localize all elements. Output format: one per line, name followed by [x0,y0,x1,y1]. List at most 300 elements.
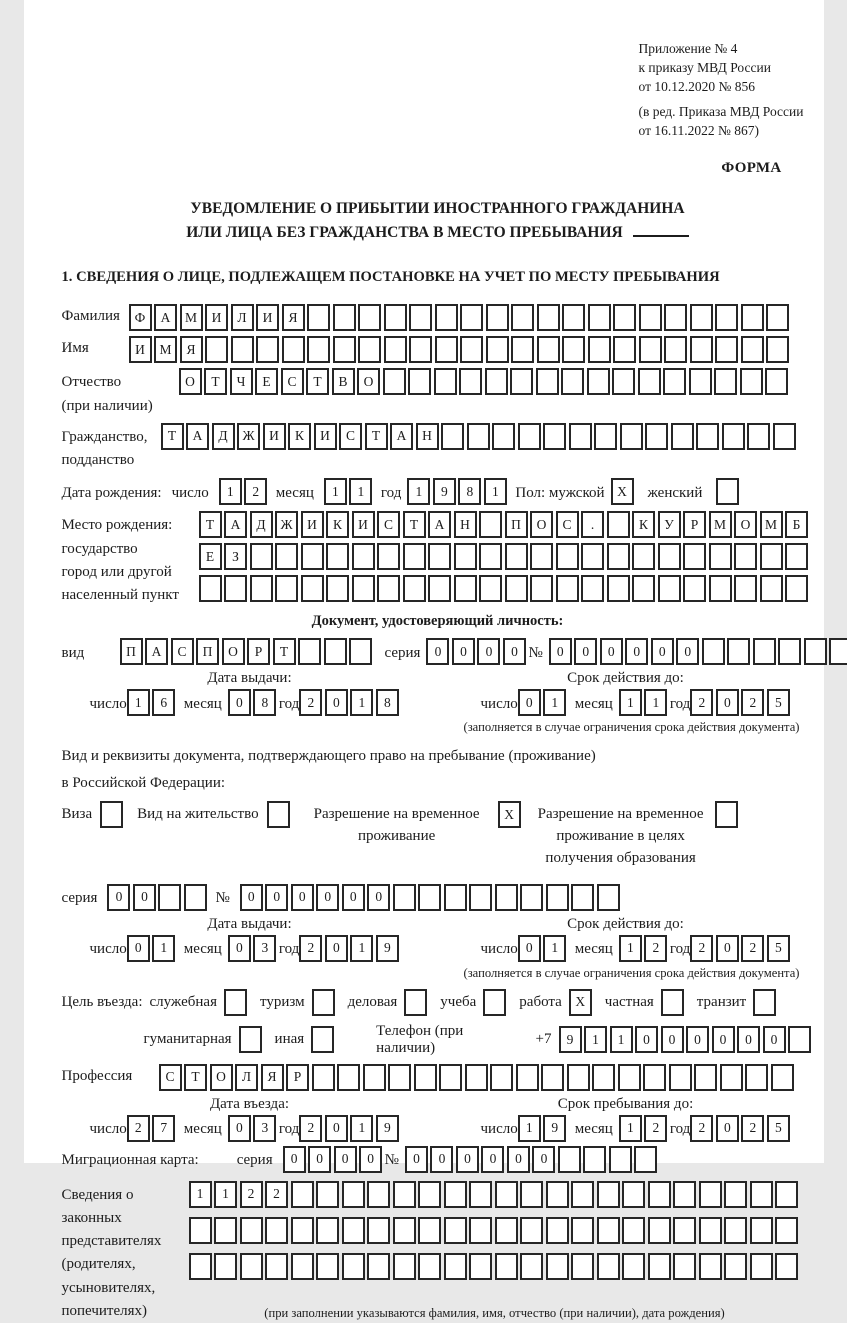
char-cell[interactable] [434,368,457,395]
char-cell[interactable] [367,1181,390,1208]
char-cell[interactable] [324,638,347,665]
char-cell[interactable]: И [263,423,286,450]
char-cell[interactable] [291,1217,314,1244]
char-cell[interactable]: П [505,511,528,538]
char-cell[interactable]: О [222,638,245,665]
char-cell[interactable] [342,1217,365,1244]
char-cell[interactable]: Я [282,304,305,331]
char-cell[interactable] [479,511,502,538]
char-cell[interactable] [418,1217,441,1244]
char-cell[interactable]: 1 [619,689,642,716]
char-cell[interactable]: 0 [507,1146,530,1173]
char-cell[interactable] [428,575,451,602]
char-cell[interactable]: 0 [430,1146,453,1173]
purpose-work-checkbox[interactable]: X [569,989,592,1016]
char-cell[interactable] [632,575,655,602]
char-cell[interactable] [558,1146,581,1173]
char-cell[interactable] [597,1217,620,1244]
char-cell[interactable]: С [281,368,304,395]
char-cell[interactable] [530,575,553,602]
visa-checkbox[interactable] [100,801,123,828]
char-cell[interactable] [189,1217,212,1244]
char-cell[interactable] [469,1217,492,1244]
char-cell[interactable]: 9 [543,1115,566,1142]
char-cell[interactable]: Ч [230,368,253,395]
char-cell[interactable] [224,575,247,602]
char-cell[interactable] [750,1253,773,1280]
char-cell[interactable] [465,1064,488,1091]
char-cell[interactable] [715,304,738,331]
char-cell[interactable] [541,1064,564,1091]
char-cell[interactable] [393,1253,416,1280]
char-cell[interactable] [543,423,566,450]
char-cell[interactable] [643,1064,666,1091]
char-cell[interactable] [441,423,464,450]
char-cell[interactable] [709,543,732,570]
char-cell[interactable] [418,884,441,911]
char-cell[interactable] [205,336,228,363]
char-cell[interactable]: 9 [559,1026,582,1053]
char-cell[interactable]: Я [180,336,203,363]
char-cell[interactable] [479,543,502,570]
char-cell[interactable] [592,1064,615,1091]
char-cell[interactable] [393,1217,416,1244]
char-cell[interactable]: 0 [456,1146,479,1173]
char-cell[interactable]: 9 [376,935,399,962]
char-cell[interactable]: Н [454,511,477,538]
char-cell[interactable] [546,1181,569,1208]
char-cell[interactable] [699,1217,722,1244]
char-cell[interactable]: 0 [367,884,390,911]
char-cell[interactable]: Ж [275,511,298,538]
char-cell[interactable] [607,511,630,538]
char-cell[interactable] [607,543,630,570]
purpose-business-checkbox[interactable] [404,989,427,1016]
char-cell[interactable] [291,1181,314,1208]
char-cell[interactable] [444,1253,467,1280]
char-cell[interactable] [301,543,324,570]
char-cell[interactable]: 0 [291,884,314,911]
char-cell[interactable] [690,336,713,363]
char-cell[interactable]: И [301,511,324,538]
char-cell[interactable]: 0 [127,935,150,962]
char-cell[interactable] [622,1181,645,1208]
char-cell[interactable]: 1 [619,1115,642,1142]
char-cell[interactable] [282,336,305,363]
char-cell[interactable]: 3 [253,1115,276,1142]
char-cell[interactable] [753,638,776,665]
char-cell[interactable]: С [377,511,400,538]
char-cell[interactable]: Р [247,638,270,665]
char-cell[interactable] [588,304,611,331]
char-cell[interactable]: 0 [635,1026,658,1053]
char-cell[interactable] [750,1181,773,1208]
char-cell[interactable]: 2 [299,689,322,716]
char-cell[interactable]: 1 [518,1115,541,1142]
temp-residence-checkbox[interactable]: X [498,801,521,828]
char-cell[interactable]: А [145,638,168,665]
char-cell[interactable]: Л [235,1064,258,1091]
char-cell[interactable] [158,884,181,911]
char-cell[interactable]: 1 [324,478,347,505]
char-cell[interactable] [307,304,330,331]
char-cell[interactable] [673,1253,696,1280]
char-cell[interactable]: 0 [712,1026,735,1053]
purpose-transit-checkbox[interactable] [753,989,776,1016]
char-cell[interactable] [673,1217,696,1244]
char-cell[interactable] [702,638,725,665]
char-cell[interactable]: 0 [308,1146,331,1173]
char-cell[interactable]: К [288,423,311,450]
char-cell[interactable] [495,1217,518,1244]
char-cell[interactable] [562,336,585,363]
char-cell[interactable]: 0 [716,1115,739,1142]
residence-permit-checkbox[interactable] [267,801,290,828]
char-cell[interactable] [571,1181,594,1208]
char-cell[interactable] [690,304,713,331]
char-cell[interactable]: Т [403,511,426,538]
char-cell[interactable]: 1 [127,689,150,716]
char-cell[interactable] [214,1253,237,1280]
char-cell[interactable] [454,543,477,570]
char-cell[interactable] [418,1253,441,1280]
char-cell[interactable] [607,575,630,602]
char-cell[interactable] [720,1064,743,1091]
char-cell[interactable] [760,543,783,570]
char-cell[interactable] [771,1064,794,1091]
char-cell[interactable] [511,336,534,363]
char-cell[interactable] [664,304,687,331]
char-cell[interactable]: О [734,511,757,538]
char-cell[interactable]: 0 [661,1026,684,1053]
char-cell[interactable] [250,543,273,570]
char-cell[interactable]: 8 [253,689,276,716]
char-cell[interactable] [444,884,467,911]
char-cell[interactable] [632,543,655,570]
char-cell[interactable] [231,336,254,363]
temp-residence-education-checkbox[interactable] [715,801,738,828]
sex-female-checkbox[interactable] [716,478,739,505]
char-cell[interactable]: А [428,511,451,538]
char-cell[interactable] [747,423,770,450]
char-cell[interactable]: А [390,423,413,450]
char-cell[interactable] [788,1026,811,1053]
char-cell[interactable] [583,1146,606,1173]
char-cell[interactable]: 2 [741,1115,764,1142]
char-cell[interactable]: 0 [574,638,597,665]
char-cell[interactable]: П [120,638,143,665]
char-cell[interactable]: 0 [600,638,623,665]
char-cell[interactable]: Т [306,368,329,395]
char-cell[interactable] [490,1064,513,1091]
char-cell[interactable] [741,304,764,331]
char-cell[interactable]: И [129,336,152,363]
char-cell[interactable] [342,1181,365,1208]
char-cell[interactable]: Д [250,511,273,538]
char-cell[interactable] [639,336,662,363]
char-cell[interactable] [648,1253,671,1280]
char-cell[interactable] [658,543,681,570]
char-cell[interactable]: К [632,511,655,538]
char-cell[interactable] [715,336,738,363]
char-cell[interactable] [393,884,416,911]
char-cell[interactable]: 2 [127,1115,150,1142]
char-cell[interactable] [683,543,706,570]
char-cell[interactable] [511,304,534,331]
char-cell[interactable]: 1 [644,689,667,716]
char-cell[interactable]: 0 [133,884,156,911]
char-cell[interactable]: 0 [325,1115,348,1142]
char-cell[interactable] [214,1217,237,1244]
char-cell[interactable]: Т [204,368,227,395]
char-cell[interactable]: Е [199,543,222,570]
char-cell[interactable] [571,884,594,911]
char-cell[interactable] [469,1181,492,1208]
char-cell[interactable]: Д [212,423,235,450]
char-cell[interactable]: 1 [219,478,242,505]
char-cell[interactable]: 0 [716,689,739,716]
char-cell[interactable]: Т [199,511,222,538]
char-cell[interactable] [537,336,560,363]
char-cell[interactable] [546,884,569,911]
char-cell[interactable]: 0 [334,1146,357,1173]
char-cell[interactable] [520,1253,543,1280]
char-cell[interactable]: Т [273,638,296,665]
char-cell[interactable]: 2 [690,1115,713,1142]
char-cell[interactable]: О [179,368,202,395]
char-cell[interactable] [634,1146,657,1173]
char-cell[interactable] [518,423,541,450]
char-cell[interactable] [571,1217,594,1244]
char-cell[interactable] [495,1253,518,1280]
char-cell[interactable] [520,884,543,911]
char-cell[interactable] [510,368,533,395]
char-cell[interactable]: 2 [741,935,764,962]
char-cell[interactable] [609,1146,632,1173]
char-cell[interactable]: 5 [767,1115,790,1142]
char-cell[interactable] [435,336,458,363]
char-cell[interactable]: 0 [503,638,526,665]
char-cell[interactable]: 0 [316,884,339,911]
char-cell[interactable]: 0 [228,935,251,962]
char-cell[interactable] [275,575,298,602]
char-cell[interactable]: 0 [283,1146,306,1173]
char-cell[interactable] [536,368,559,395]
char-cell[interactable]: 2 [299,1115,322,1142]
char-cell[interactable] [537,304,560,331]
char-cell[interactable] [722,423,745,450]
sex-male-checkbox[interactable]: X [611,478,634,505]
char-cell[interactable]: 0 [240,884,263,911]
char-cell[interactable]: 1 [189,1181,212,1208]
char-cell[interactable] [495,884,518,911]
char-cell[interactable] [291,1253,314,1280]
char-cell[interactable] [485,368,508,395]
char-cell[interactable]: А [154,304,177,331]
char-cell[interactable]: И [314,423,337,450]
char-cell[interactable]: 6 [152,689,175,716]
char-cell[interactable] [620,423,643,450]
char-cell[interactable] [745,1064,768,1091]
char-cell[interactable]: 0 [518,935,541,962]
char-cell[interactable]: И [256,304,279,331]
char-cell[interactable] [307,336,330,363]
char-cell[interactable]: С [171,638,194,665]
char-cell[interactable] [377,543,400,570]
char-cell[interactable] [388,1064,411,1091]
char-cell[interactable] [727,638,750,665]
char-cell[interactable] [765,368,788,395]
char-cell[interactable]: 0 [426,638,449,665]
char-cell[interactable] [240,1253,263,1280]
char-cell[interactable] [734,543,757,570]
char-cell[interactable]: 0 [716,935,739,962]
char-cell[interactable] [639,304,662,331]
char-cell[interactable] [673,1181,696,1208]
char-cell[interactable] [699,1181,722,1208]
char-cell[interactable] [775,1253,798,1280]
char-cell[interactable]: 2 [690,689,713,716]
char-cell[interactable] [352,543,375,570]
char-cell[interactable]: И [205,304,228,331]
char-cell[interactable] [785,575,808,602]
char-cell[interactable] [664,336,687,363]
char-cell[interactable] [250,575,273,602]
char-cell[interactable] [492,423,515,450]
char-cell[interactable] [384,336,407,363]
char-cell[interactable]: 0 [737,1026,760,1053]
char-cell[interactable] [671,423,694,450]
char-cell[interactable]: 1 [584,1026,607,1053]
char-cell[interactable] [724,1181,747,1208]
char-cell[interactable]: М [154,336,177,363]
char-cell[interactable] [367,1253,390,1280]
char-cell[interactable] [301,575,324,602]
char-cell[interactable] [694,1064,717,1091]
char-cell[interactable] [516,1064,539,1091]
char-cell[interactable]: 0 [359,1146,382,1173]
char-cell[interactable] [658,575,681,602]
char-cell[interactable]: 1 [349,478,372,505]
char-cell[interactable]: 2 [265,1181,288,1208]
char-cell[interactable]: Л [231,304,254,331]
char-cell[interactable] [750,1217,773,1244]
char-cell[interactable]: 1 [543,689,566,716]
char-cell[interactable]: 9 [376,1115,399,1142]
char-cell[interactable] [766,304,789,331]
char-cell[interactable]: М [180,304,203,331]
char-cell[interactable]: 0 [763,1026,786,1053]
char-cell[interactable]: 2 [690,935,713,962]
char-cell[interactable] [435,304,458,331]
char-cell[interactable]: З [224,543,247,570]
purpose-other-checkbox[interactable] [311,1026,334,1053]
char-cell[interactable] [775,1217,798,1244]
char-cell[interactable]: 1 [152,935,175,962]
char-cell[interactable] [622,1217,645,1244]
char-cell[interactable] [460,336,483,363]
purpose-official-checkbox[interactable] [224,989,247,1016]
char-cell[interactable] [546,1217,569,1244]
char-cell[interactable]: А [224,511,247,538]
char-cell[interactable]: 2 [741,689,764,716]
char-cell[interactable] [618,1064,641,1091]
char-cell[interactable] [530,543,553,570]
char-cell[interactable] [766,336,789,363]
char-cell[interactable] [316,1217,339,1244]
char-cell[interactable] [495,1181,518,1208]
char-cell[interactable]: К [326,511,349,538]
char-cell[interactable] [567,1064,590,1091]
char-cell[interactable] [724,1253,747,1280]
char-cell[interactable] [469,884,492,911]
char-cell[interactable] [352,575,375,602]
char-cell[interactable]: 2 [244,478,267,505]
char-cell[interactable] [316,1181,339,1208]
purpose-humanitarian-checkbox[interactable] [239,1026,262,1053]
char-cell[interactable]: 1 [543,935,566,962]
char-cell[interactable] [199,575,222,602]
char-cell[interactable] [520,1181,543,1208]
char-cell[interactable]: 1 [350,689,373,716]
char-cell[interactable]: Е [255,368,278,395]
char-cell[interactable] [505,575,528,602]
char-cell[interactable]: 0 [676,638,699,665]
char-cell[interactable]: 0 [625,638,648,665]
char-cell[interactable] [460,304,483,331]
char-cell[interactable] [467,423,490,450]
char-cell[interactable]: О [357,368,380,395]
char-cell[interactable] [622,1253,645,1280]
char-cell[interactable] [428,543,451,570]
char-cell[interactable]: Т [365,423,388,450]
char-cell[interactable] [358,336,381,363]
char-cell[interactable] [363,1064,386,1091]
char-cell[interactable]: 0 [405,1146,428,1173]
char-cell[interactable]: 8 [376,689,399,716]
char-cell[interactable] [326,575,349,602]
char-cell[interactable]: 0 [686,1026,709,1053]
char-cell[interactable] [326,543,349,570]
char-cell[interactable] [561,368,584,395]
char-cell[interactable] [588,336,611,363]
char-cell[interactable] [265,1253,288,1280]
char-cell[interactable] [587,368,610,395]
char-cell[interactable] [546,1253,569,1280]
purpose-tourism-checkbox[interactable] [312,989,335,1016]
char-cell[interactable] [333,336,356,363]
char-cell[interactable]: 5 [767,935,790,962]
char-cell[interactable] [403,543,426,570]
char-cell[interactable] [383,368,406,395]
char-cell[interactable]: 1 [214,1181,237,1208]
char-cell[interactable]: 0 [325,689,348,716]
char-cell[interactable]: 0 [265,884,288,911]
char-cell[interactable] [741,336,764,363]
char-cell[interactable] [613,336,636,363]
char-cell[interactable] [734,575,757,602]
char-cell[interactable] [597,884,620,911]
char-cell[interactable]: Я [261,1064,284,1091]
char-cell[interactable]: 0 [477,638,500,665]
char-cell[interactable] [469,1253,492,1280]
char-cell[interactable]: 8 [458,478,481,505]
char-cell[interactable] [709,575,732,602]
char-cell[interactable]: У [658,511,681,538]
char-cell[interactable] [393,1181,416,1208]
char-cell[interactable] [699,1253,722,1280]
char-cell[interactable] [571,1253,594,1280]
